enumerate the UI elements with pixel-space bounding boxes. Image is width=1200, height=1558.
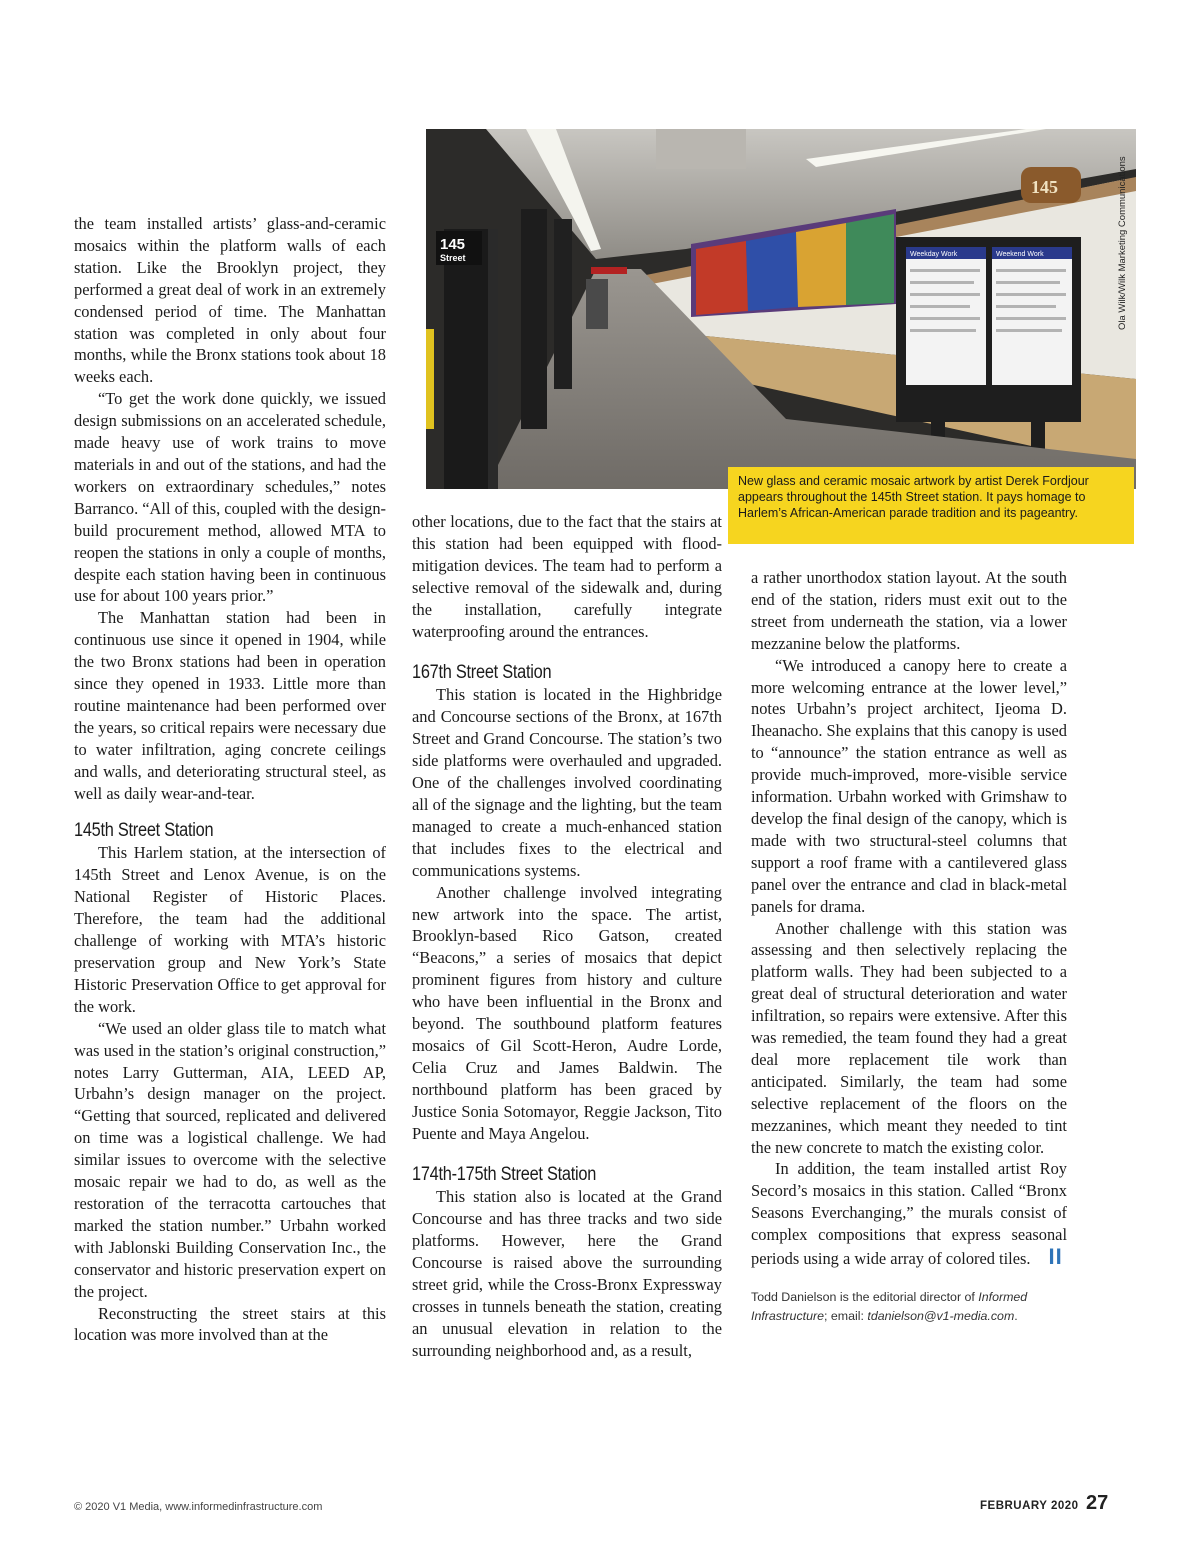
body-paragraph-last [751, 1158, 1067, 1270]
body-paragraph: a rather unorthodox station layout. At the south end of the station, riders must exit out to the street from underneath the station, via a lower mezzanine below the platforms. [751, 568, 1067, 653]
body-paragraph: “To get the work done quickly, we issued design submissions on an accelerated schedule, made heavy use of work trains to move materials in and out of the stations, and had the workers on extraordinary schedules,” notes Barranco. “All of this, coupled with the design-build procurement method, allowed MTA to reopen the stations in only a couple of months, despite each station having been in continuous use for about 100 years prior.” [74, 389, 386, 606]
author-bio [751, 1288, 1067, 1326]
body-paragraph: “We used an older glass tile to match what was used in the station’s original construction,” notes Larry Gutterman, AIA, LEED AP, Urbahn’s design manager on the project. “Getting that sourced, replicated and delivered on time was a logistical challenge. We had similar issues to overcome with the selective mosaic repair we had to do, as well as the restoration of the terracotta cartouches that marked the station number.” Urbahn worked with Jablonski Building Conservation Inc., the conservator and historic preservation expert on the project. [74, 1018, 386, 1301]
board-left-title: Weekday Work [910, 251, 958, 258]
body-paragraph: “We introduced a canopy here to create a more welcoming entrance at the lower level,” notes Urbahn’s project architect, Ijeoma D. Iheanacho. She explains that this canopy is used to “announce” the station entrance as well as provide much-improved, more-visible service information. Urbahn worked with Grimshaw to develop the final design of the canopy, which is made with two structural-steel columns that support a roof frame with a cantilevered glass panel over the entrance and clad in black-metal panels for drama. [751, 655, 1067, 916]
body-paragraph: Reconstructing the street stairs at this location was more involved than at the [74, 1303, 386, 1345]
body-paragraph: the team installed artists’ glass-and-ceramic mosaics within the platform walls of each station. Like the Brooklyn project, they performed a great deal of work in an extremely condensed period of time. The Manhattan station was completed in only about four months, while the Bronx stations took about 18 weeks each. [74, 214, 386, 387]
body-paragraph: This station also is located at the Grand Concourse and has three tracks and two side platforms. However, here the Grand Concourse is raised above the surrounding street grid, while the Cross-Bronx Expressway crosses in tunnels beneath the station, creating an unusual elevation in relation to the surrounding neighborhood and, as a result, [412, 1187, 722, 1360]
board-right-title: Weekend Work [996, 251, 1044, 258]
body-paragraph: other locations, due to the fact that the stairs at this station had been equipped with flood-mitigation devices. The team had to perform a selective removal of the sidewalk and, during the installation, carefully integrate waterproofing around the entrances. [412, 512, 722, 641]
section-heading: 167th Street Station [412, 662, 552, 684]
station-photo [426, 129, 1136, 489]
body-paragraph: This station is located in the Highbridge and Concourse sections of the Bronx, at 167th Street and Grand Concourse. The station’s two side platforms were overhauled and upgraded. One of the challenges involved coordinating all of the signage and the lighting, but the team managed to create a much-enhanced station that includes fixes to the electrical and communications systems. [412, 685, 722, 880]
body-paragraph: Another challenge involved integrating new artwork into the space. The artist, Brooklyn-based Rico Gatson, created “Beacons,” a series of mosaics that depict prominent figures from history and culture who have been influential in the Bronx and beyond. The southbound platform features mosaics of Gil Scott-Heron, Audre Lorde, Celia Cruz and James Baldwin. The northbound platform has been graced by Justice Sonia Sotomayor, Reggie Jackson, Tito Puente and Maya Angelou. [412, 882, 722, 1143]
author-email-link[interactable]: tdanielson@v1-media.com [867, 1309, 1015, 1323]
section-heading: 145th Street Station [74, 820, 214, 842]
body-paragraph: This Harlem station, at the intersection of 145th Street and Lenox Avenue, is on the National Register of Historic Places. Therefore, the team had the additional challenge of working with MTA’s historic preservation group and New York’s State Historic Preservation Office to get approval for the work. [74, 843, 386, 1016]
column-3 [751, 567, 1067, 1326]
end-mark: II [1048, 1244, 1063, 1270]
station-sign-street: Street [440, 253, 466, 263]
body-paragraph: Another challenge with this station was assessing and then selectively replacing the platform walls. They had been subjected to a great deal of structural deterioration and water infiltration, so repairs were extensive. After this was remedied, the team found they had a great deal more replacement tile work than anticipated. Similarly, the team had some selective replacement of the floors on the mezzanines, which meant they needed to tint the new concrete to match the existing color. [751, 918, 1067, 1157]
body-paragraph: The Manhattan station had been in continuous use since it opened in 1904, while the two Bronx stations had been in operation since they opened in 1933. Little more than routine maintenance had been performed over the years, so critical repairs were necessary due to water infiltration, aging concrete ceilings and walls, and deteriorating structural steel, as well as daily wear-and-tear. [74, 608, 386, 803]
photo-caption: New glass and ceramic mosaic artwork by artist Derek Fordjour appears throughout the 145th Street station. It pays homage to Harlem’s African-American parade tradition and its pageantry. [728, 467, 1134, 544]
bio-text: . [1014, 1309, 1018, 1323]
body-text: In addition, the team installed artist Roy Secord’s mosaics in this station. Called “Bronx Seasons Everchanging,” the murals consist of complex compositions that express seasonal periods using a wide array of colored tiles. [751, 1159, 1067, 1269]
station-photo-illustration [426, 129, 1136, 489]
bio-text: Todd Danielson is the editorial director of [751, 1290, 979, 1304]
photo-credit: Ola Wilk/Wilk Marketing Communications [1117, 156, 1128, 330]
bio-text: ; email: [824, 1309, 868, 1323]
column-2 [412, 511, 722, 1362]
cartouche-number: 145 [1031, 177, 1058, 197]
station-sign-number: 145 [440, 236, 466, 253]
section-heading: 174th-175th Street Station [412, 1164, 597, 1186]
column-1 [74, 213, 386, 1346]
footer-issue-date: FEBRUARY 2020 [980, 1500, 1079, 1512]
footer-copyright: © 2020 V1 Media, www.informedinfrastructure.com [74, 1501, 323, 1513]
page-number: 27 [1086, 1492, 1109, 1514]
publication-name: Informed Infrastructure [751, 1290, 1028, 1323]
